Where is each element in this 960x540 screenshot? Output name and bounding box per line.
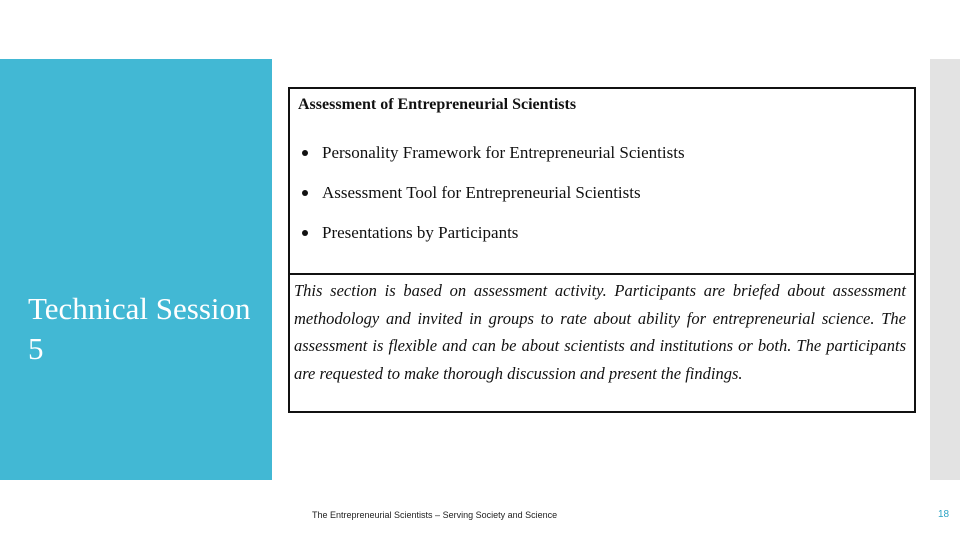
- content-box: [288, 87, 916, 413]
- accent-panel: [0, 59, 272, 480]
- agenda-heading: Assessment of Entrepreneurial Scientists: [298, 96, 577, 113]
- side-strip: [930, 59, 960, 480]
- page-number: 18: [938, 509, 950, 520]
- list-item-label: Personality Framework for Entrepreneurial Scientists: [322, 143, 685, 162]
- agenda-panel: [290, 89, 914, 275]
- list-item: [298, 173, 685, 213]
- section-description: This section is based on assessment activity. Participants are briefed about assessment methodology and invited in groups to rate about ability for entrepreneurial science. The assessment is flexible and can be about scientists and institutions or both. The participants are requested to make thorough discussion and present the findings.: [294, 281, 906, 383]
- bullet-icon: [302, 190, 308, 196]
- footer-text: The Entrepreneurial Scientists – Serving Society and Science: [312, 510, 558, 520]
- list-item: [298, 213, 685, 253]
- section-title: Technical Session 5: [28, 291, 251, 366]
- list-item: [298, 133, 685, 173]
- list-item-label: Assessment Tool for Entrepreneurial Scientists: [322, 183, 641, 202]
- list-item-label: Presentations by Participants: [322, 223, 519, 242]
- bullet-icon: [302, 230, 308, 236]
- agenda-list: [298, 133, 685, 253]
- bullet-icon: [302, 150, 308, 156]
